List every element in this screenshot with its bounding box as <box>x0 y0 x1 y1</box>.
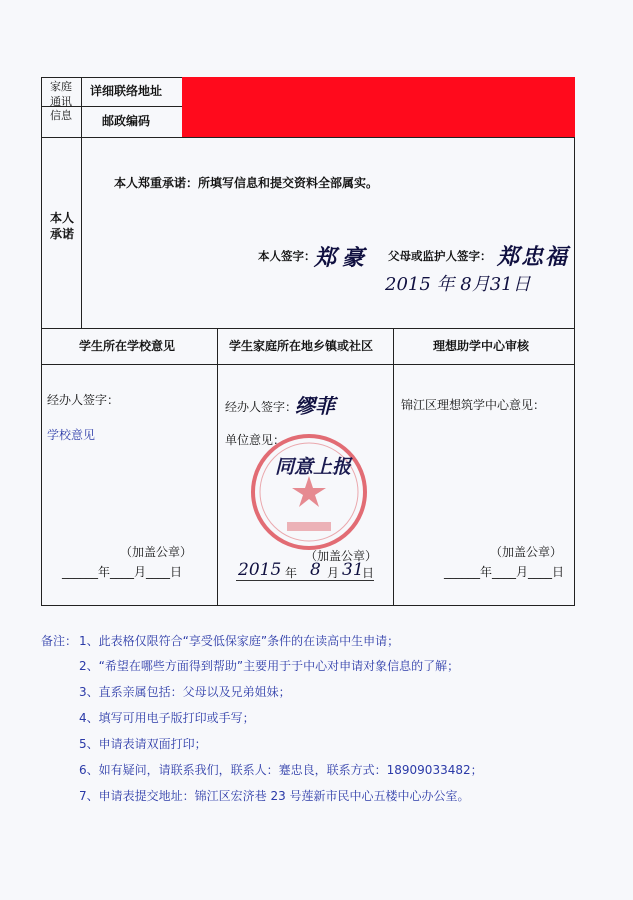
redaction-block <box>182 77 575 137</box>
unit-opinion-handwritten: 同意上报 <box>275 456 352 478</box>
center-review-header: 理想助学中心审核 <box>433 339 530 353</box>
school-seal-label: （加盖公章） <box>120 545 193 559</box>
note-item: 3、直系亲属包括：父母以及兄弟姐妹； <box>79 685 291 699</box>
community-seal-label: （加盖公章） <box>305 549 378 563</box>
self-signature: 郑豪 <box>314 245 371 271</box>
community-opinion-header: 学生家庭所在地乡镇或社区 <box>229 339 374 353</box>
community-day-char: 日 <box>362 566 375 580</box>
community-date-year: 2015 <box>238 560 282 580</box>
parent-signature: 郑忠福 <box>497 244 570 270</box>
note-item: 4、填写可用电子版打印或手写； <box>79 711 255 725</box>
school-handler-label: 经办人签字： <box>47 393 120 407</box>
divider <box>217 328 218 606</box>
note-item: 7、申请表提交地址：锦江区宏济巷 23 号莲新市民中心五楼中心办公室。 <box>79 789 470 803</box>
note-item: 2、“希望在哪些方面得到帮助”主要用于于中心对申请对象信息的了解； <box>79 659 460 673</box>
community-date-month: 8 <box>310 560 321 580</box>
divider <box>41 328 575 329</box>
school-opinion-header: 学生所在学校意见 <box>79 339 176 353</box>
parent-sign-label: 父母或监护人签字： <box>388 249 492 263</box>
divider <box>41 364 575 365</box>
community-handler-label: 经办人签字： <box>225 400 298 414</box>
pledge-statement: 本人郑重承诺：所填写信息和提交资料全部属实。 <box>114 176 379 190</box>
pledge-date: 2015 年 8月31日 <box>385 274 531 295</box>
center-date-line: ______年____月____日 <box>444 565 565 579</box>
community-year-char: 年 <box>285 566 298 580</box>
pledge-section-label: 本人 承诺 <box>49 211 74 241</box>
divider <box>41 137 575 138</box>
note-item: 6、如有疑问，请联系我们，联系人：蹇忠良，联系方式：18909033482； <box>79 763 483 777</box>
notes-prefix: 备注： <box>41 634 78 648</box>
postal-code-label: 邮政编码 <box>102 114 151 128</box>
divider <box>81 77 82 328</box>
address-label: 详细联络地址 <box>90 84 163 98</box>
divider <box>393 328 394 606</box>
center-seal-label: （加盖公章） <box>490 545 563 559</box>
community-month-char: 月 <box>327 566 340 580</box>
contact-section-label: 家庭 通讯 信息 <box>50 80 72 122</box>
note-item: 5、申请表请双面打印； <box>79 737 207 751</box>
unit-opinion-label: 单位意见： <box>225 433 286 447</box>
school-date-line: ______年____月____日 <box>62 565 183 579</box>
center-opinion-label: 锦江区理想筑学中心意见： <box>401 398 546 412</box>
school-opinion-label: 学校意见 <box>47 428 96 442</box>
community-date-day: 31 <box>342 560 364 580</box>
date-underline <box>236 580 374 581</box>
note-item: 1、此表格仅限符合“享受低保家庭”条件的在读高中生申请； <box>79 634 400 648</box>
self-sign-label: 本人签字： <box>258 249 316 263</box>
community-handler-signature: 缪菲 <box>295 394 335 418</box>
official-seal-stamp <box>249 432 369 552</box>
